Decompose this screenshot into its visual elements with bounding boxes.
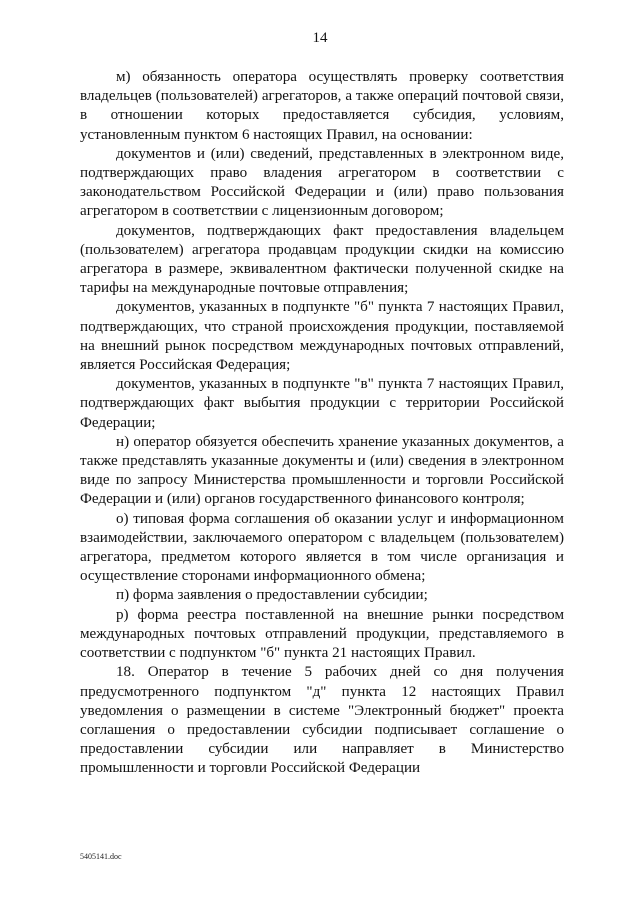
paragraph-18: 18. Оператор в течение 5 рабочих дней со дня получения предусмотренного подпунктом "д" пункта 12 настоящих Правил уведомления о размещении в системе "Электронный бюджет" проекта соглашения о предоставлении субсидии подписывает соглашение о предоставлении субсидии или направляет в Министерство промышленности и торговли Российской Федерации <box>80 664 564 777</box>
paragraph-o: о) типовая форма соглашения об оказании услуг и информационном взаимодействии, заключаемого оператором с владельцем (пользователем) агрегатора, предметом которого является в том числе организация и осуществление сторонами информационного обмена; <box>80 510 564 585</box>
file-name-footer: 5405141.doc <box>80 852 122 861</box>
paragraph-r: р) форма реестра поставленной на внешние рынки посредством международных почтовых отправлений продукции, представляемого в соответствии с подпунктом "б" пункта 21 настоящих Правил. <box>80 606 564 662</box>
paragraph-export-docs: документов, указанных в подпункте "в" пункта 7 настоящих Правил, подтверждающих факт выбытия продукции с территории Российской Федерации; <box>80 376 564 431</box>
paragraph-m: м) обязанность оператора осуществлять проверку соответствия владельцев (пользователей) агрегаторов, а также операций почтовой связи, в отношении которых предоставляется субсидия, условиям, установленным пунктом 6 настоящих Правил, на основании: <box>80 69 564 143</box>
paragraph-n: н) оператор обязуется обеспечить хранение указанных документов, а также представлять указанные документы и (или) сведения в электронном виде по запросу Министерства промышленности и торговли Российской Федерации и (или) органов государственного финансового контроля; <box>80 433 564 508</box>
paragraph-ownership-docs: документов и (или) сведений, представленных в электронном виде, подтверждающих право владения агрегатором в соответствии с законодательством Российской Федерации и (или) право пользования агрегатором в соответствии с лицензионным договором; <box>80 145 564 220</box>
page-number: 14 <box>312 30 328 46</box>
paragraph-p: п) форма заявления о предоставлении субсидии; <box>116 587 428 604</box>
paragraph-discount-docs: документов, подтверждающих факт предоставления владельцем (пользователем) агрегатора продавцам продукции скидки на комиссию агрегатора в размере, эквивалентном фактически полученной скидке на тарифы на международные почтовые отправления; <box>80 222 564 297</box>
paragraph-origin-docs: документов, указанных в подпункте "б" пункта 7 настоящих Правил, подтверждающих, что страной происхождения продукции, поставляемой на внешний рынок посредством международных почтовых отправлений, является Российская Федерация; <box>80 299 564 374</box>
document-body <box>80 68 564 779</box>
